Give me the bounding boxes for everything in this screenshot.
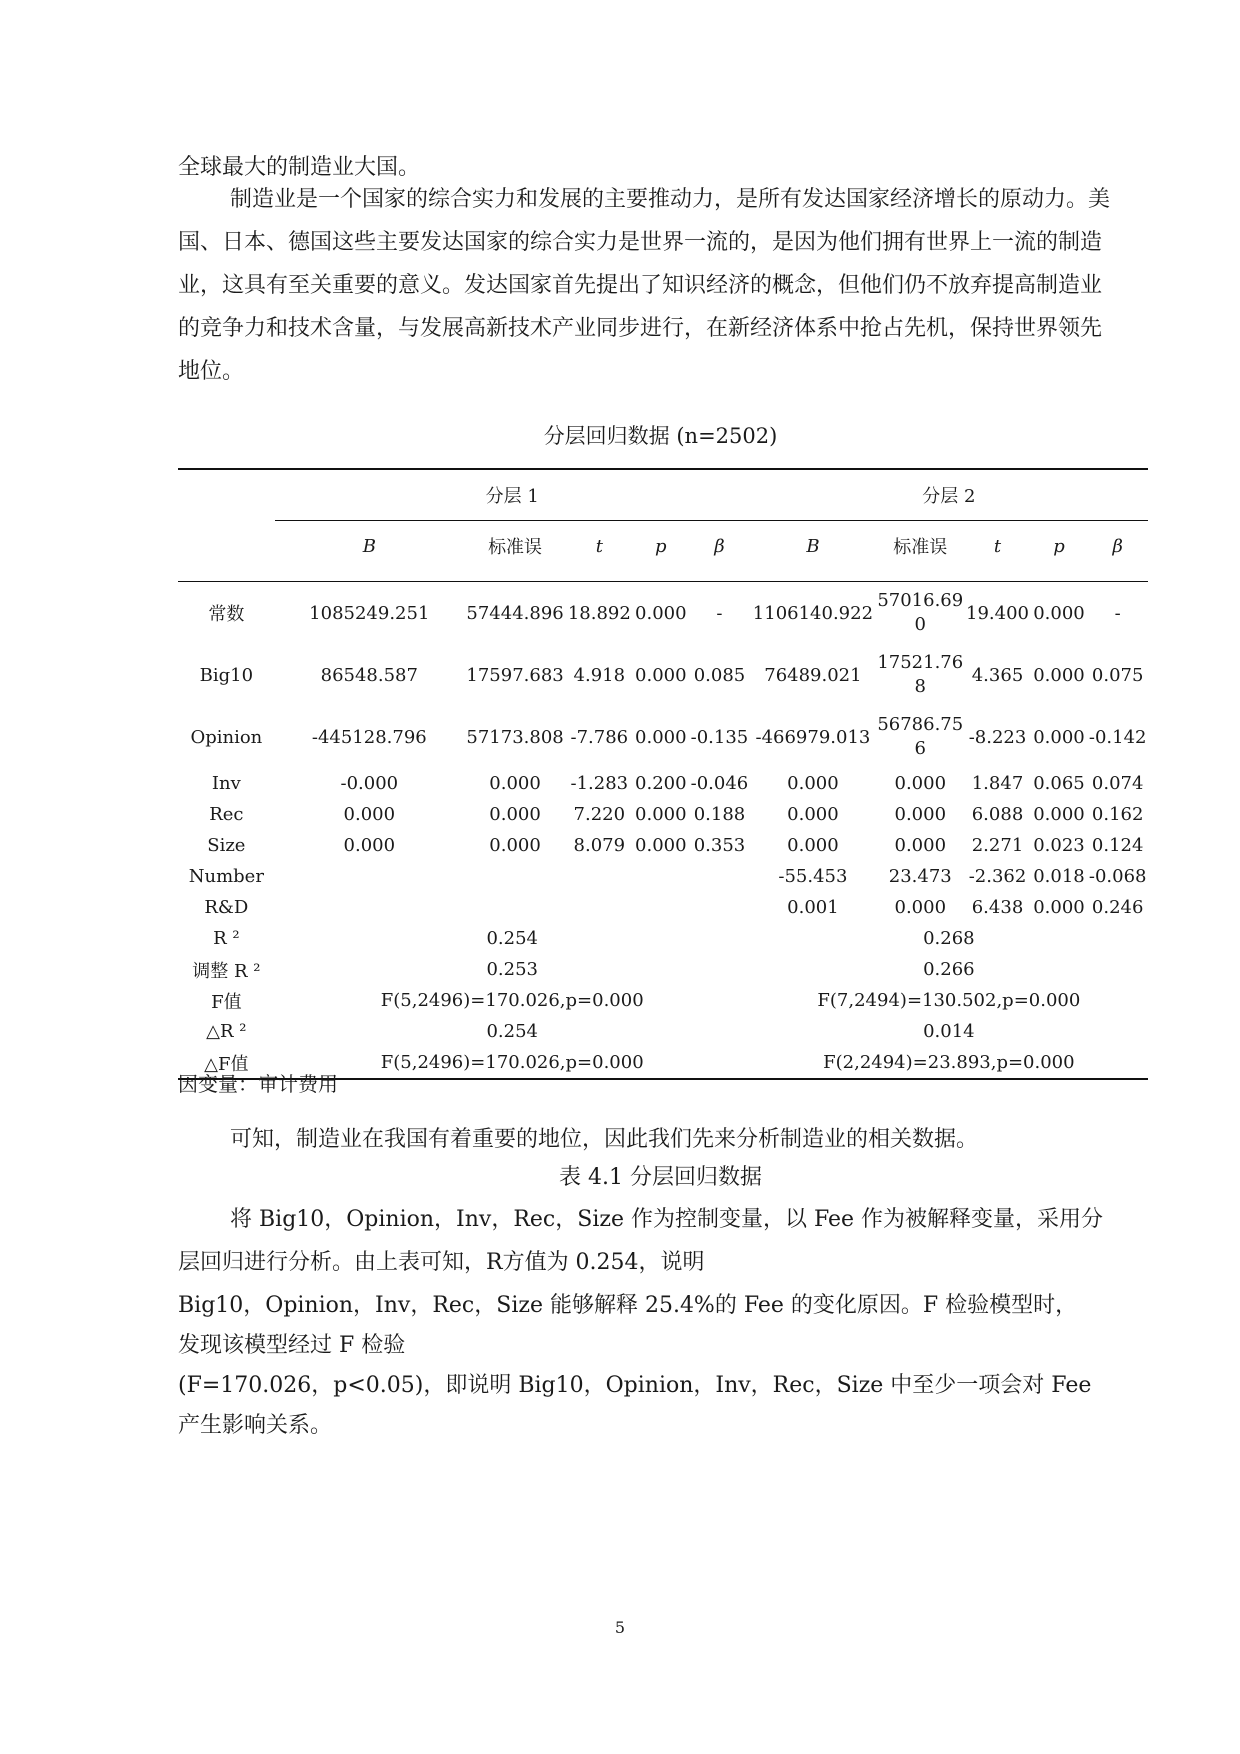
paragraph-analysis-5: 产生影响关系。 <box>178 1413 333 1438</box>
column-header: β <box>1112 535 1123 557</box>
summary-cell: F(5,2496)=170.026,p=0.000 <box>275 1047 750 1079</box>
table-cell: -0.046 <box>690 773 749 794</box>
table-cell: -1.283 <box>570 773 629 794</box>
table-cell: 17521.768 <box>877 652 964 697</box>
paragraph-manufacturing: 制造业是一个国家的综合实力和发展的主要推动力，是所有发达国家经济增长的原动力。美国、日本、德国这些主要发达国家的综合实力是世界一流的，是因为他们拥有世界上一流的制造业，这具有至关重要的意义。发达国家首先提出了知识经济的概念，但他们仍不放弃提高制造业的竞争力和技术含量，与发展高新技术产业同步进行，在新经济体系中抢占先机，保持世界领先地位。 <box>178 187 1111 384</box>
row-label: 常数 <box>208 604 245 625</box>
row-label: Big10 <box>199 664 254 686</box>
table-row <box>178 706 1148 768</box>
summary-row <box>178 923 1148 954</box>
row-label: 调整 R ² <box>192 960 261 982</box>
table-cell: 0.000 <box>1033 726 1085 748</box>
row-label: R ² <box>213 928 240 949</box>
column-header: B <box>362 535 376 557</box>
column-header: p <box>655 535 667 557</box>
table-cell: 0.000 <box>635 804 687 825</box>
subheader-blank <box>178 521 275 572</box>
table-cell: 0.162 <box>1091 804 1144 825</box>
regression-table <box>178 468 1148 1080</box>
table-row <box>178 582 1148 645</box>
table-cell: 4.918 <box>573 664 626 686</box>
table-cell: 86548.587 <box>320 664 418 686</box>
table-cell: 0.000 <box>1033 664 1085 686</box>
row-label: F值 <box>211 991 242 1013</box>
table-cell: 0.075 <box>1091 664 1144 686</box>
table-note: 因变量：审计费用 <box>178 1072 338 1096</box>
paragraph-analysis-1: 将 Big10，Opinion，Inv，Rec，Size 作为控制变量，以 Fee 作为被解释变量，采用分层回归进行分析。由上表可知，R方值为 0.254，说明 <box>178 1207 1104 1275</box>
table-cell <box>464 861 566 892</box>
table-cell: 57173.808 <box>466 726 564 748</box>
table-cell: 0.000 <box>787 773 839 794</box>
table-cell: 0.000 <box>1033 602 1085 624</box>
header-blank <box>178 469 275 521</box>
table-cell: 23.473 <box>888 866 952 887</box>
table-row <box>178 830 1148 861</box>
table-row <box>178 861 1148 892</box>
table-cell: -8.223 <box>968 726 1027 748</box>
column-header: B <box>806 535 820 557</box>
table-cell: 8.079 <box>573 835 626 856</box>
summary-row <box>178 1016 1148 1047</box>
table-cell: 0.353 <box>693 835 746 856</box>
paragraph-analysis-3: 发现该模型经过 F 检验 <box>178 1333 406 1358</box>
table-cell: 18.892 <box>567 602 631 624</box>
table-title: 分层回归数据 (n=2502) <box>543 424 778 448</box>
layer1-header: 分层 1 <box>275 469 750 521</box>
summary-cell: 0.254 <box>486 928 538 949</box>
table-cell: 1106140.922 <box>752 602 874 624</box>
summary-cell: F(5,2496)=170.026,p=0.000 <box>380 990 644 1011</box>
table-cell: 0.085 <box>693 664 746 686</box>
table-cell: -0.142 <box>1088 726 1147 748</box>
summary-cell: F(7,2494)=130.502,p=0.000 <box>817 990 1081 1011</box>
table-cell: 56786.756 <box>877 714 964 759</box>
table-cell: 0.018 <box>1033 866 1085 887</box>
row-label: △R ² <box>206 1021 247 1042</box>
table-cell: 1.847 <box>971 773 1024 794</box>
row-label: Number <box>188 866 264 887</box>
table-row <box>178 799 1148 830</box>
table-cell <box>689 892 750 923</box>
column-header: p <box>1053 535 1065 557</box>
table-cell: 17597.683 <box>466 664 564 686</box>
table-cell: 0.000 <box>489 804 541 825</box>
table-cell: 57016.690 <box>877 590 964 635</box>
summary-row <box>178 954 1148 985</box>
table-cell: 0.246 <box>1091 897 1144 918</box>
table-cell: 0.188 <box>693 804 746 825</box>
paragraph-analysis-2: Big10，Opinion，Inv，Rec，Size 能够解释 25.4%的 Fee 的变化原因。F 检验模型时， <box>178 1293 1078 1318</box>
table-cell <box>632 892 689 923</box>
table-cell <box>275 861 464 892</box>
table-cell: -0.135 <box>690 726 749 748</box>
table-cell: 0.000 <box>635 664 687 686</box>
summary-cell: 0.014 <box>923 1021 975 1042</box>
table-cell: 0.000 <box>635 726 687 748</box>
table-cell: 0.124 <box>1091 835 1144 856</box>
table-cell: 0.000 <box>343 804 396 825</box>
column-header: t <box>993 535 1002 557</box>
row-label: Inv <box>211 773 241 794</box>
paragraph-conclusion: 可知，制造业在我国有着重要的地位，因此我们先来分析制造业的相关数据。 <box>230 1127 979 1152</box>
table-cell: -2.362 <box>968 866 1027 887</box>
table-cell: 6.438 <box>971 897 1024 918</box>
table-cell: 57444.896 <box>466 602 564 624</box>
summary-cell: 0.253 <box>486 959 538 980</box>
paragraph-intro: 全球最大的制造业大国。 <box>178 155 421 180</box>
table-cell: -0.000 <box>340 773 399 794</box>
summary-cell: 0.268 <box>923 928 975 949</box>
table-cell: 0.000 <box>894 835 947 856</box>
table-cell: 0.074 <box>1091 773 1144 794</box>
summary-cell: 0.266 <box>923 959 975 980</box>
table-cell: 0.000 <box>894 804 947 825</box>
column-header: 标准误 <box>488 537 543 558</box>
table-cell: 2.271 <box>971 835 1024 856</box>
table-cell: 6.088 <box>971 804 1024 825</box>
row-label: Opinion <box>190 726 263 748</box>
table-cell: 0.000 <box>489 773 541 794</box>
page-number: 5 <box>614 1618 626 1637</box>
table-cell: 0.000 <box>489 835 541 856</box>
table-cell: 0.001 <box>787 897 839 918</box>
table-cell: 0.000 <box>635 835 687 856</box>
table-cell <box>566 861 632 892</box>
table-cell: 0.000 <box>1033 804 1085 825</box>
column-header: t <box>595 535 603 557</box>
row-label: △F值 <box>178 1047 275 1079</box>
table-cell: 0.200 <box>635 773 687 794</box>
summary-cell: 0.254 <box>486 1021 538 1042</box>
summary-row <box>178 985 1148 1016</box>
table-cell <box>464 892 566 923</box>
table-cell <box>632 861 689 892</box>
table-row <box>178 768 1148 799</box>
table-cell: 19.400 <box>966 602 1029 624</box>
row-label: Rec <box>209 804 244 825</box>
table-cell: -0.068 <box>1088 866 1147 887</box>
column-header: 标准误 <box>893 537 948 558</box>
table-cell: - <box>1114 602 1121 624</box>
table-cell: 0.023 <box>1033 835 1085 856</box>
table-cell <box>689 861 750 892</box>
table-cell: 0.065 <box>1033 773 1085 794</box>
column-header: β <box>714 535 725 557</box>
table-cell: 76489.021 <box>764 664 862 686</box>
table-cell: -55.453 <box>778 866 848 887</box>
table-cell: -445128.796 <box>311 726 427 748</box>
table-cell: 0.000 <box>635 602 687 624</box>
table-cell: 0.000 <box>1033 897 1085 918</box>
table-cell: 0.000 <box>787 804 839 825</box>
paragraph-analysis-4: (F=170.026，p<0.05)，即说明 Big10，Opinion，Inv，Rec，Size 中至少一项会对 Fee <box>178 1373 1092 1398</box>
row-label: R&D <box>204 897 249 918</box>
table-cell: - <box>716 602 723 624</box>
table-cell: 0.000 <box>343 835 396 856</box>
table-row <box>178 644 1148 706</box>
table-cell: 0.000 <box>894 897 947 918</box>
table-row <box>178 892 1148 923</box>
table-cell: 4.365 <box>971 664 1024 686</box>
table-cell: 7.220 <box>573 804 626 825</box>
table-cell <box>566 892 632 923</box>
table-cell: 0.000 <box>894 773 947 794</box>
table-caption: 表 4.1 分层回归数据 <box>559 1165 762 1190</box>
table-cell <box>275 892 464 923</box>
summary-cell: F(2,2494)=23.893,p=0.000 <box>750 1047 1148 1079</box>
table-cell: -7.786 <box>570 726 629 748</box>
layer2-header: 分层 2 <box>750 469 1148 521</box>
row-label: Size <box>207 835 246 856</box>
table-cell: -466979.013 <box>755 726 871 748</box>
table-cell: 0.000 <box>787 835 839 856</box>
table-cell: 1085249.251 <box>309 602 430 624</box>
